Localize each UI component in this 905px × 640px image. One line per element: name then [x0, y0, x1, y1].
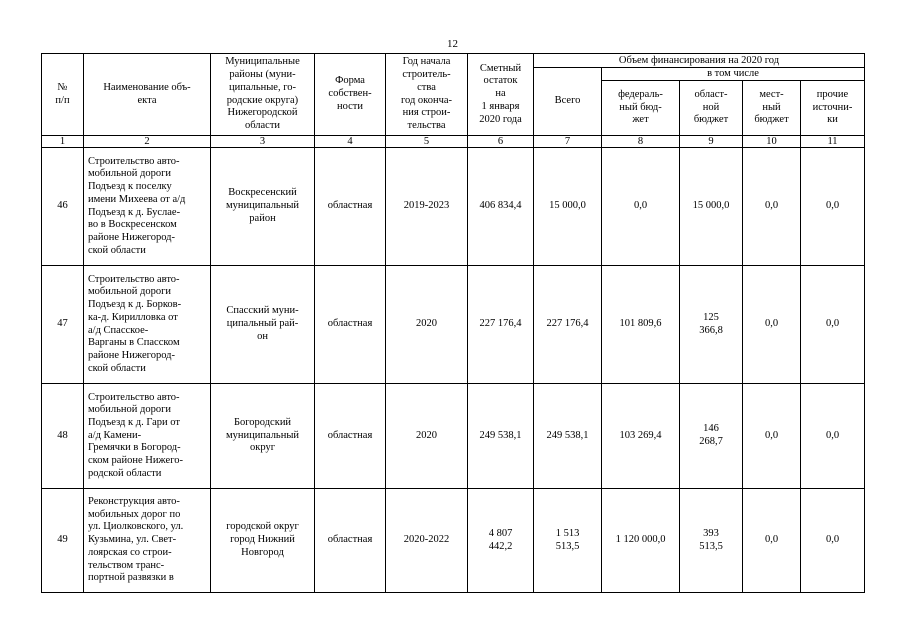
- header-num: № п/п: [42, 54, 84, 136]
- column-number: 5: [386, 136, 468, 148]
- row-ownership: областная: [315, 266, 386, 384]
- row-federal: 1 120 000,0: [602, 489, 680, 593]
- table-row: [42, 489, 865, 593]
- row-object-name: Строительство авто- мобильной дороги Подъезд к д. Гари от а/д Камени- Гремячки в Богород- ском районе Нижего- родской области: [84, 384, 211, 489]
- row-ownership: областная: [315, 384, 386, 489]
- row-local: 0,0: [743, 489, 801, 593]
- row-district: Воскресенский муниципальный район: [211, 148, 315, 266]
- column-number: 9: [680, 136, 743, 148]
- row-regional: 15 000,0: [680, 148, 743, 266]
- row-estimate: 227 176,4: [468, 266, 534, 384]
- header-district: Муниципальные районы (муни- ципальные, го- родские округа) Нижегородской области: [211, 54, 315, 136]
- row-federal: 101 809,6: [602, 266, 680, 384]
- row-ownership: областная: [315, 148, 386, 266]
- row-object-name: Строительство авто- мобильной дороги Подъезд к поселку имени Михеева от а/д Подъезд к д. Буслае- во в Воскресенском районе Нижегород- ской области: [84, 148, 211, 266]
- header-federal: федераль- ный бюд- жет: [602, 81, 680, 136]
- row-other: 0,0: [801, 148, 865, 266]
- row-district: городской округ город Нижний Новгород: [211, 489, 315, 593]
- header-other: прочие источни- ки: [801, 81, 865, 136]
- row-district: Богородский муниципальный округ: [211, 384, 315, 489]
- header-including: в том числе: [602, 68, 865, 81]
- financing-table: [41, 53, 865, 593]
- row-regional: 393 513,5: [680, 489, 743, 593]
- header-ownership: Форма собствен- ности: [315, 54, 386, 136]
- row-district: Спасский муни- ципальный рай- он: [211, 266, 315, 384]
- row-federal: 0,0: [602, 148, 680, 266]
- column-number: 4: [315, 136, 386, 148]
- row-total: 1 513 513,5: [534, 489, 602, 593]
- header-local: мест- ный бюджет: [743, 81, 801, 136]
- row-num: 49: [42, 489, 84, 593]
- row-num: 47: [42, 266, 84, 384]
- row-estimate: 249 538,1: [468, 384, 534, 489]
- row-estimate: 4 807 442,2: [468, 489, 534, 593]
- row-federal: 103 269,4: [602, 384, 680, 489]
- row-local: 0,0: [743, 148, 801, 266]
- column-number: 11: [801, 136, 865, 148]
- table-row: [42, 384, 865, 489]
- row-years: 2020: [386, 266, 468, 384]
- row-total: 227 176,4: [534, 266, 602, 384]
- row-num: 46: [42, 148, 84, 266]
- row-local: 0,0: [743, 384, 801, 489]
- column-number: 6: [468, 136, 534, 148]
- row-num: 48: [42, 384, 84, 489]
- row-ownership: областная: [315, 489, 386, 593]
- row-estimate: 406 834,4: [468, 148, 534, 266]
- table-row: [42, 148, 865, 266]
- column-number: 1: [42, 136, 84, 148]
- header-estimate: Сметный остаток на 1 января 2020 года: [468, 54, 534, 136]
- table-row: [42, 266, 865, 384]
- row-years: 2020-2022: [386, 489, 468, 593]
- column-number: 10: [743, 136, 801, 148]
- row-other: 0,0: [801, 266, 865, 384]
- row-years: 2020: [386, 384, 468, 489]
- column-number: 2: [84, 136, 211, 148]
- row-other: 0,0: [801, 489, 865, 593]
- row-years: 2019-2023: [386, 148, 468, 266]
- row-total: 249 538,1: [534, 384, 602, 489]
- header-funding-group: Объем финансирования на 2020 год: [534, 54, 865, 68]
- row-object-name: Строительство авто- мобильной дороги Подъезд к д. Борков- ка-д. Кирилловка от а/д Спасское- Варганы в Спасском районе Нижегород- ской области: [84, 266, 211, 384]
- header-years: Год начала строитель- ства год оконча- ния строи- тельства: [386, 54, 468, 136]
- row-local: 0,0: [743, 266, 801, 384]
- header-regional: област- ной бюджет: [680, 81, 743, 136]
- row-other: 0,0: [801, 384, 865, 489]
- row-regional: 146 268,7: [680, 384, 743, 489]
- row-total: 15 000,0: [534, 148, 602, 266]
- column-number: 7: [534, 136, 602, 148]
- column-number: 3: [211, 136, 315, 148]
- header-total: Всего: [534, 68, 602, 136]
- column-number: 8: [602, 136, 680, 148]
- row-regional: 125 366,8: [680, 266, 743, 384]
- page-number: 12: [447, 38, 458, 50]
- row-object-name: Реконструкция авто- мобильных дорог по ул. Циолковского, ул. Кузьмина, ул. Свет- лоярская со строи- тельством транс- портной развязки в: [84, 489, 211, 593]
- header-name: Наименование объ- екта: [84, 54, 211, 136]
